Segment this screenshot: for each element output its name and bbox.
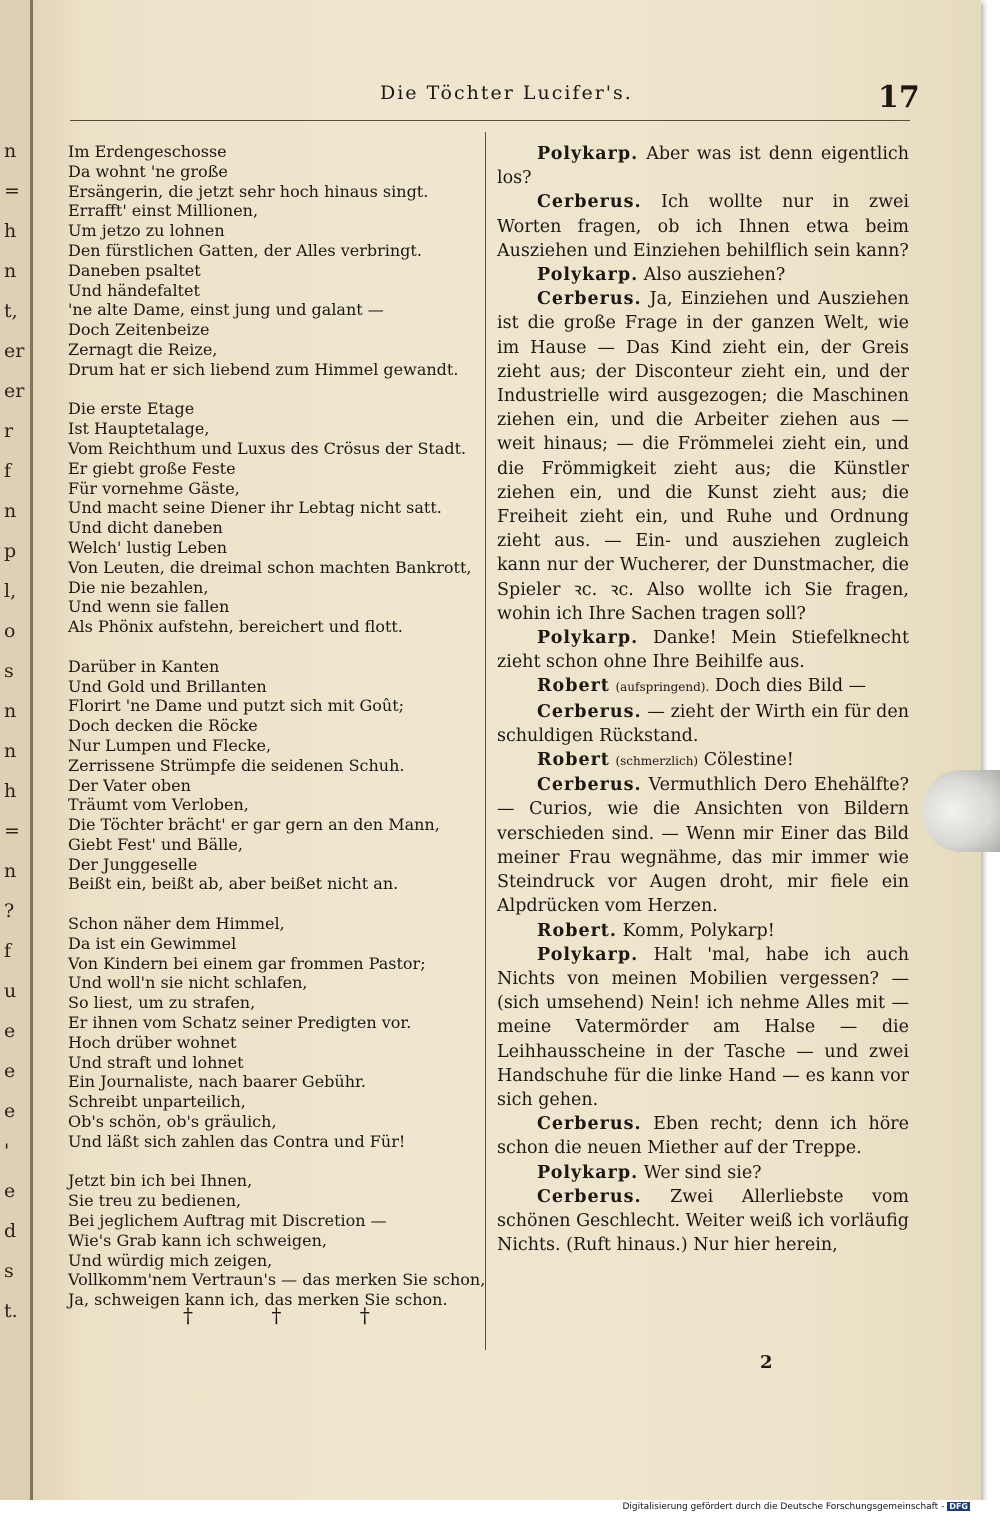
dialogue-paragraph <box>497 263 909 287</box>
speaker-name: Cerberus. <box>537 775 642 796</box>
dialogue-paragraph <box>497 674 909 699</box>
dialogue-paragraph <box>497 773 909 918</box>
speaker-name: Polykarp. <box>537 944 639 965</box>
prev-page-letter: n <box>4 740 17 762</box>
running-title: Die Töchter Lucifer's. <box>380 82 633 104</box>
poem-line: Daneben psaltet <box>68 260 201 280</box>
dialogue-text: Vermuthlich Dero Ehehälfte? — Curios, wie die Ansichten von Bildern verschieden sind. — Wenn mir Einer das Bild meiner Frau wegnähme, das mir immer wie Steindruck vor Augen droht, mir fiele ein Alpdrücken vom Herzen. <box>497 775 909 917</box>
poem-line: Ja, schweigen kann ich, das merken Sie schon. <box>68 1290 448 1310</box>
poem-line: Die nie bezahlen, <box>68 577 209 597</box>
prev-page-letter: h <box>4 780 17 802</box>
poem-line: Doch decken die Röcke <box>68 716 258 736</box>
poem-line: Welch' lustig Leben <box>68 537 228 557</box>
stanza-gap <box>68 380 483 400</box>
cross-mark: † <box>271 1303 282 1327</box>
prev-page-letter: s <box>4 660 14 682</box>
poem-line: Doch Zeitenbeize <box>68 320 210 340</box>
stanza-gap <box>68 894 483 914</box>
prev-page-letter: = <box>4 820 20 842</box>
dialogue-column <box>497 142 909 1257</box>
prev-page-letter: o <box>4 620 16 642</box>
page-clip-shadow <box>922 770 1000 852</box>
dialogue-text: — zieht der Wirth ein für den schuldigen Rückstand. <box>497 701 909 746</box>
cross-mark: † <box>183 1303 193 1327</box>
poem-line: Um jetzo zu lohnen <box>68 221 225 241</box>
poem-line: Florirt 'ne Dame und putzt sich mit Goût; <box>68 696 405 716</box>
poem-line: Und straft und lohnet <box>68 1052 244 1072</box>
speaker-name: Cerberus. <box>537 701 642 722</box>
cross-mark: † <box>359 1303 370 1327</box>
dialogue-paragraph <box>497 287 909 626</box>
poem-line: 'ne alte Dame, einst jung und galant — <box>68 300 384 320</box>
prev-page-letter: ' <box>4 1140 10 1162</box>
poem-line: Giebt Fest' und Bälle, <box>68 834 243 854</box>
poem-line: Da wohnt 'ne große <box>68 161 228 181</box>
speaker-name: Polykarp. <box>537 265 639 286</box>
dialogue-text: Komm, Polykarp! <box>622 920 775 941</box>
poem-line: Die Töchter brächt' er gar gern an den Mann, <box>68 815 440 835</box>
poem-line: Als Phönix aufstehn, bereichert und flott. <box>68 617 403 637</box>
prev-page-letter: l, <box>4 580 17 602</box>
dialogue-paragraph <box>497 626 909 674</box>
dialogue-text: Also ausziehen? <box>643 265 786 286</box>
speaker-name: Polykarp. <box>537 144 639 164</box>
prev-page-letter: n <box>4 500 17 522</box>
prev-page-letter: e <box>4 1020 16 1042</box>
page-number: 17 <box>878 80 920 115</box>
prev-page-letter: p <box>4 540 17 562</box>
dialogue-paragraph <box>497 142 909 190</box>
prev-page-letter: d <box>4 1220 17 1242</box>
poem-line: Den fürstlichen Gatten, der Alles verbringt. <box>68 240 422 260</box>
column-divider <box>485 132 486 1350</box>
poem-line: Ist Hauptetalage, <box>68 419 210 439</box>
prev-page-letter: e <box>4 1100 16 1122</box>
poem-line: Für vornehme Gäste, <box>68 478 240 498</box>
prev-page-letter: n <box>4 860 17 882</box>
poem-line: Die erste Etage <box>68 399 195 419</box>
prev-page-letter: n <box>4 260 17 282</box>
poem-line: Errafft' einst Millionen, <box>68 201 259 221</box>
poem-line: Und händefaltet <box>68 280 200 300</box>
speaker-name: Cerberus. <box>537 1186 642 1207</box>
dialogue-text: Ja, Einziehen und Ausziehen ist die große Frage in der ganzen Welt, wie im Hause — Das Kind zieht ein, der Greis zieht aus; der Disconteur zieht ein, und der Industrielle wird ausgezogen; die Maschinen ziehen ein, und die Arbeiter ziehen aus — weit hinaus; — die Frömmelei zieht ein, und die Frömmigkeit zieht aus; die Künstler ziehen ein, und die Kunst zieht aus; die Freiheit zieht ein, und Ruhe und Ordnung zieht aus. — Ein- und ausziehen zugleich kann nur der Wucherer, der Dunstmacher, die Spieler ꝛc. ꝛc. Also wollte ich Sie fragen, wohin ich Ihre Sachen tragen soll? <box>497 289 909 624</box>
prev-page-letter: f <box>4 460 12 482</box>
dialogue-paragraph <box>497 919 909 943</box>
stage-direction: (aufspringend). <box>615 680 710 695</box>
poem-line: Jetzt bin ich bei Ihnen, <box>68 1171 253 1191</box>
poem-line: Und würdig mich zeigen, <box>68 1250 273 1270</box>
poem-line: Und wenn sie fallen <box>68 597 230 617</box>
previous-page-edge <box>0 0 33 1516</box>
poem-line: Hoch drüber wohnet <box>68 1032 237 1052</box>
poem-line: Und macht seine Diener ihr Lebtag nicht satt. <box>68 498 442 518</box>
dialogue-paragraph <box>497 1161 909 1185</box>
prev-page-letter: ? <box>4 900 15 922</box>
dialogue-paragraph <box>497 700 909 748</box>
prev-page-letter: u <box>4 980 17 1002</box>
prev-page-letter: e <box>4 1060 16 1082</box>
speaker-name: Cerberus. <box>537 192 642 213</box>
poem-line: Ein Journaliste, nach baarer Gebühr. <box>68 1072 366 1092</box>
poem-line: Vollkomm'nem Vertraun's — das merken Sie schon, <box>68 1270 486 1290</box>
speaker-name: Robert. <box>537 920 617 941</box>
poem-line: Von Leuten, die dreimal schon machten Bankrott, <box>68 557 472 577</box>
poem-line: Schreibt unparteilich, <box>68 1092 246 1112</box>
poem-line: Drum hat er sich liebend zum Himmel gewandt. <box>68 359 459 379</box>
prev-page-letter: n <box>4 700 17 722</box>
dialogue-paragraph <box>497 1112 909 1160</box>
prev-page-letter: e <box>4 1180 16 1202</box>
poem-line: Träumt vom Verloben, <box>68 795 249 815</box>
prev-page-letter: n <box>4 140 17 162</box>
prev-page-letter: t. <box>4 1300 18 1322</box>
poem-line: Der Vater oben <box>68 775 191 795</box>
stanza-gap <box>68 637 483 657</box>
speaker-name: Robert <box>537 750 610 771</box>
poem-line: Zernagt die Reize, <box>68 339 218 359</box>
speaker-name: Polykarp. <box>537 628 639 649</box>
poem-line: Und Gold und Brillanten <box>68 676 267 696</box>
dialogue-text: Halt 'mal, habe ich auch Nichts von meinen Mobilien vergessen? — (sich umsehend) Nein! ich nehme Alles mit — meine Vatermörder am Halse — die Leihhausscheine in der Tasche — und zwei Handschuhe für die linke Hand — es kann vor sich gehen. <box>497 944 909 1110</box>
poem-line: Der Junggeselle <box>68 854 198 874</box>
prev-page-letter: = <box>4 180 20 202</box>
speaker-name: Cerberus. <box>537 1114 642 1135</box>
poem-line: So liest, um zu strafen, <box>68 993 256 1013</box>
dialogue-paragraph <box>497 943 909 1112</box>
poem-line: Vom Reichthum und Luxus des Crösus der Stadt. <box>68 438 467 458</box>
prev-page-letter: s <box>4 1260 14 1282</box>
poem-line: Er giebt große Feste <box>68 458 236 478</box>
stanza-gap <box>68 1152 483 1172</box>
poem-line: Und dicht daneben <box>68 518 223 538</box>
poem-line: Zerrissene Strümpfe die seidenen Schuh. <box>68 755 405 775</box>
poem-line: Und läßt sich zahlen das Contra und Für! <box>68 1131 406 1151</box>
poem-line: Von Kindern bei einem gar frommen Pastor; <box>68 953 426 973</box>
dialogue-text: Doch dies Bild — <box>714 676 867 697</box>
digitization-credit <box>622 1502 970 1512</box>
poem-column <box>68 142 486 1310</box>
stage-direction: (schmerzlich) <box>615 754 699 769</box>
dialogue-text: Eben recht; denn ich höre schon die neuen Miether auf der Treppe. <box>497 1114 909 1159</box>
dialogue-paragraph <box>497 190 909 263</box>
credit-text: Digitalisierung gefördert durch die Deutsche Forschungsgemeinschaft - <box>622 1502 945 1512</box>
dialogue-paragraph <box>497 1185 909 1258</box>
dialogue-text: Aber was ist denn eigentlich los? <box>497 144 909 189</box>
prev-page-letter: r <box>4 420 14 442</box>
speaker-name: Cerberus. <box>537 289 642 310</box>
prev-page-letter: t, <box>4 300 18 322</box>
speaker-name: Polykarp. <box>537 1162 639 1183</box>
poem-line: Nur Lumpen und Flecke, <box>68 735 272 755</box>
dialogue-text: Danke! Mein Stiefelknecht zieht schon ohne Ihre Beihilfe aus. <box>497 628 909 673</box>
poem-line: Ersängerin, die jetzt sehr hoch hinaus singt. <box>68 181 429 201</box>
poem-line: Wie's Grab kann ich schweigen, <box>68 1230 327 1250</box>
dfg-logo: DFG <box>949 1502 968 1511</box>
poem-line: Sie treu zu bedienen, <box>68 1191 242 1211</box>
poem-line: Ob's schön, ob's gräulich, <box>68 1112 277 1132</box>
dialogue-text: Cölestine! <box>703 750 794 771</box>
poem-line: Da ist ein Gewimmel <box>68 933 237 953</box>
header-rule <box>70 120 910 121</box>
prev-page-letter: er <box>4 380 25 402</box>
poem-line: Beißt ein, beißt ab, aber beißet nicht an. <box>68 874 399 894</box>
dialogue-text: Wer sind sie? <box>643 1162 762 1183</box>
dialogue-paragraph <box>497 748 909 773</box>
prev-page-letter: er <box>4 340 25 362</box>
prev-page-letter: h <box>4 220 17 242</box>
poem-line: Darüber in Kanten <box>68 656 220 676</box>
prev-page-letter: f <box>4 940 12 962</box>
signature-mark: 2 <box>760 1352 773 1373</box>
dialogue-text: Ich wollte nur in zwei Worten fragen, ob ich Ihnen etwa beim Ausziehen und Einziehen behilflich sein kann? <box>497 192 909 261</box>
poem-line: Er ihnen vom Schatz seiner Predigten vor. <box>68 1013 412 1033</box>
closing-crosses <box>183 1303 442 1327</box>
poem-line: Im Erdengeschosse <box>68 142 227 161</box>
poem-line: Bei jeglichem Auftrag mit Discretion — <box>68 1211 387 1231</box>
dialogue-text: Zwei Allerliebste vom schönen Geschlecht. Weiter weiß ich vorläufig Nichts. (Ruft hinaus.) Nur hier herein, <box>497 1186 909 1256</box>
poem-line: Schon näher dem Himmel, <box>68 914 285 934</box>
poem-line: Und woll'n sie nicht schlafen, <box>68 973 308 993</box>
speaker-name: Robert <box>537 676 610 697</box>
